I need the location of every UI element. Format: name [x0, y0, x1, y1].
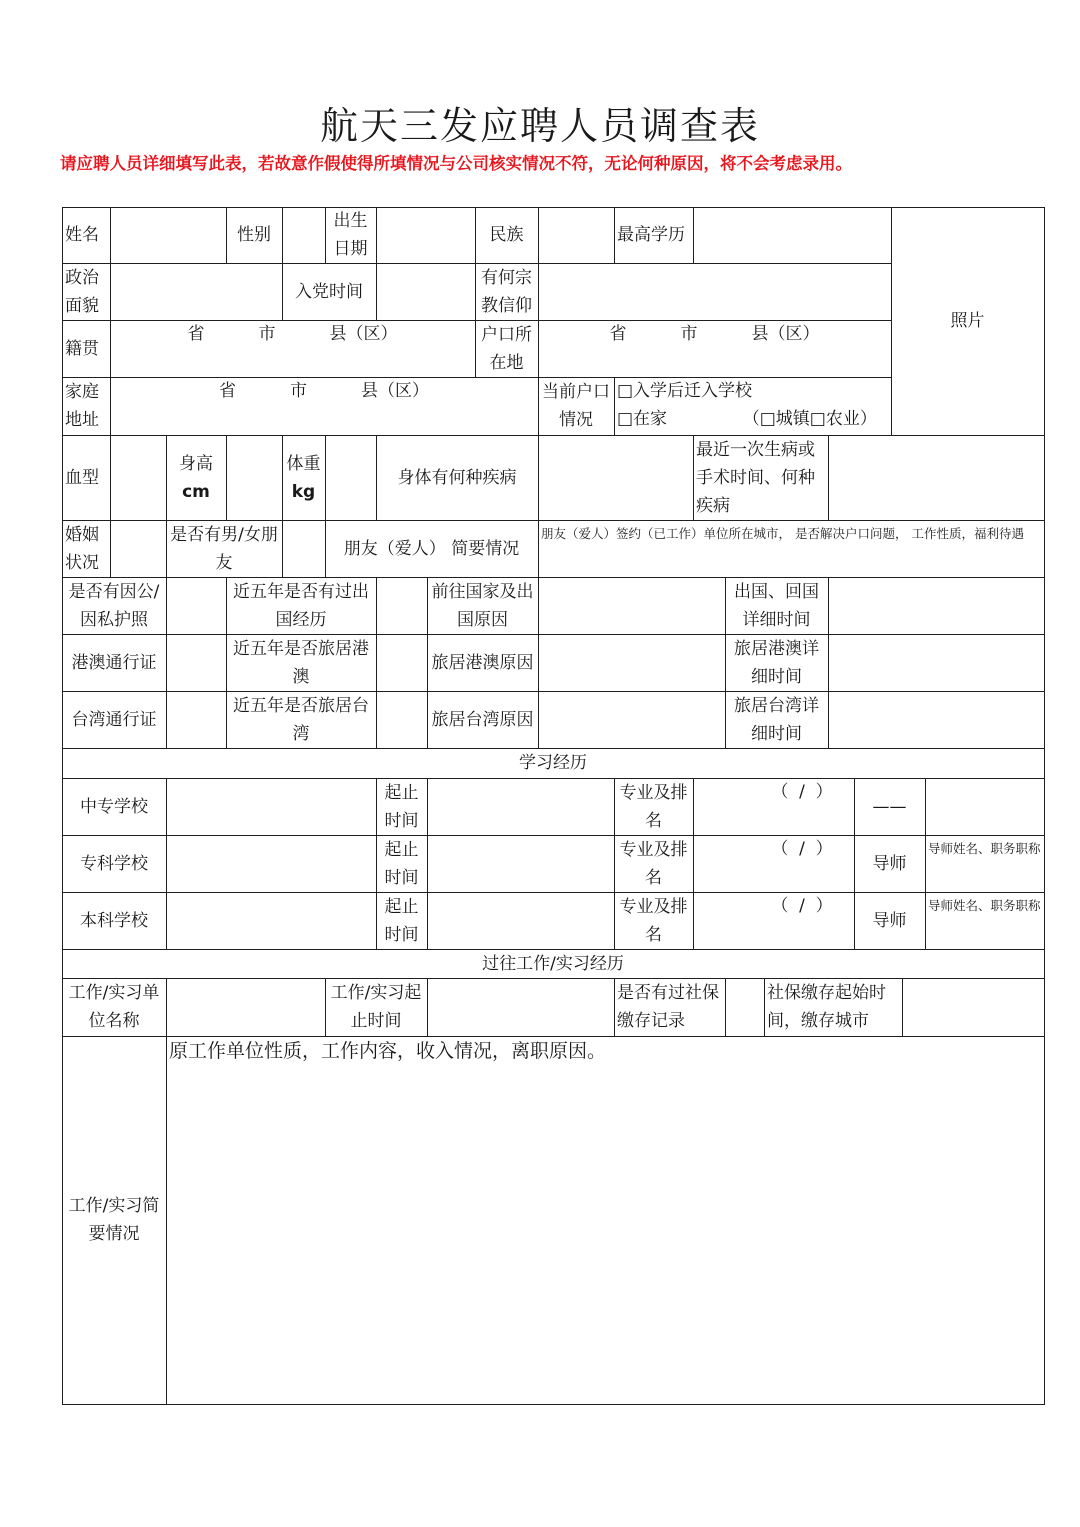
label-major-college: 专业及排名 — [614, 835, 694, 893]
label-tw-permit: 台湾通行证 — [62, 691, 167, 749]
label-join-party-date: 入党时间 — [282, 263, 377, 321]
label-hk-reason: 旅居港澳原因 — [427, 634, 539, 692]
label-school-college: 专科学校 — [62, 835, 167, 893]
label-ss-start: 社保缴存起始时间，缴存城市 — [764, 978, 903, 1037]
label-tw-5y: 近五年是否旅居台湾 — [226, 691, 377, 749]
input-ethnicity[interactable] — [538, 207, 615, 264]
hukou-status-options — [614, 377, 892, 436]
option-moved-to-school[interactable]: □入学后迁入学校 — [617, 381, 753, 401]
input-hk-permit[interactable] — [166, 634, 227, 692]
input-period-college[interactable] — [427, 835, 615, 893]
input-education[interactable] — [693, 207, 892, 264]
input-ss-start[interactable] — [902, 978, 1045, 1037]
label-tutor-secondary: —— — [854, 778, 926, 836]
input-religion[interactable] — [538, 263, 892, 321]
label-has-partner: 是否有男/女朋友 — [166, 520, 283, 578]
input-has-partner[interactable] — [282, 520, 326, 578]
label-hukou-location: 户口所在地 — [475, 320, 539, 378]
input-birth-date[interactable] — [376, 207, 476, 264]
photo-box[interactable]: 照片 — [891, 207, 1045, 436]
input-social-security[interactable] — [725, 978, 765, 1037]
weight-label: 体重 — [286, 453, 321, 474]
input-marital-status[interactable] — [110, 520, 167, 578]
input-school-college[interactable] — [166, 835, 377, 893]
label-recent-illness: 最近一次生病或手术时间、何种疾病 — [693, 435, 829, 521]
label-weight — [282, 435, 326, 521]
input-weight[interactable] — [325, 435, 377, 521]
input-tw-reason[interactable] — [538, 691, 726, 749]
input-work-unit[interactable] — [166, 978, 326, 1037]
input-diseases[interactable] — [538, 435, 694, 521]
label-political-status: 政治面貌 — [62, 263, 111, 321]
input-abroad-5y[interactable] — [376, 577, 428, 635]
input-hukou-location[interactable]: 省 市 县（区） — [538, 320, 892, 378]
label-height — [166, 435, 227, 521]
option-at-home[interactable]: □在家 （□城镇□农业） — [617, 409, 877, 429]
input-hk-5y[interactable] — [376, 634, 428, 692]
input-political-status[interactable] — [110, 263, 283, 321]
input-partner-info[interactable]: 朋友（爱人）签约（已工作）单位所在城市， 是否解决户口问题， 工作性质，福利待遇 — [538, 520, 1045, 578]
label-native-place: 籍贯 — [62, 320, 111, 378]
input-recent-illness[interactable] — [828, 435, 1045, 521]
label-abroad-reason: 前往国家及出国原因 — [427, 577, 539, 635]
label-major-university: 专业及排名 — [614, 892, 694, 950]
input-school-secondary[interactable] — [166, 778, 377, 836]
input-tutor-university[interactable]: 导师姓名、职务职称 — [925, 892, 1045, 950]
input-home-address[interactable]: 省 市 县（区） — [110, 377, 539, 436]
label-hk-permit: 港澳通行证 — [62, 634, 167, 692]
label-tutor-college: 导师 — [854, 835, 926, 893]
label-name: 姓名 — [62, 207, 111, 264]
label-school-secondary: 中专学校 — [62, 778, 167, 836]
input-school-university[interactable] — [166, 892, 377, 950]
warning-notice: 请应聘人员详细填写此表，若故意作假使得所填情况与公司核实情况不符，无论何种原因，将不会考虑录用。 — [60, 154, 852, 173]
label-social-security: 是否有过社保缴存记录 — [614, 978, 726, 1037]
label-tutor-university: 导师 — [854, 892, 926, 950]
input-rank-college[interactable]: （ / ） — [693, 835, 855, 893]
label-gender: 性别 — [226, 207, 283, 264]
label-partner-info: 朋友（爱人） 简要情况 — [325, 520, 539, 578]
input-tutor-college[interactable]: 导师姓名、职务职称 — [925, 835, 1045, 893]
label-period-secondary: 起止时间 — [376, 778, 428, 836]
input-name[interactable] — [110, 207, 227, 264]
input-tutor-secondary[interactable] — [925, 778, 1045, 836]
input-height[interactable] — [226, 435, 283, 521]
input-abroad-time[interactable] — [828, 577, 1045, 635]
input-work-period[interactable] — [427, 978, 615, 1037]
label-hk-time: 旅居港澳详细时间 — [725, 634, 829, 692]
input-tw-5y[interactable] — [376, 691, 428, 749]
input-native-place[interactable]: 省 市 县（区） — [110, 320, 476, 378]
label-major-secondary: 专业及排名 — [614, 778, 694, 836]
input-rank-university[interactable]: （ / ） — [693, 892, 855, 950]
label-religion: 有何宗教信仰 — [475, 263, 539, 321]
label-hukou-status: 当前户口情况 — [538, 377, 615, 436]
label-blood-type: 血型 — [62, 435, 111, 521]
label-birth-date: 出生日期 — [325, 207, 377, 264]
label-marital-status: 婚姻状况 — [62, 520, 111, 578]
input-tw-time[interactable] — [828, 691, 1045, 749]
input-blood-type[interactable] — [110, 435, 167, 521]
label-abroad-5y: 近五年是否有过出国经历 — [226, 577, 377, 635]
label-period-college: 起止时间 — [376, 835, 428, 893]
height-unit: cm — [182, 481, 210, 502]
input-hk-reason[interactable] — [538, 634, 726, 692]
label-work-unit: 工作/实习单位名称 — [62, 978, 167, 1037]
label-school-university: 本科学校 — [62, 892, 167, 950]
weight-unit: kg — [291, 481, 316, 502]
input-join-party-date[interactable] — [376, 263, 476, 321]
label-work-summary: 工作/实习简要情况 — [62, 1036, 167, 1405]
input-abroad-reason[interactable] — [538, 577, 726, 635]
input-gender[interactable] — [282, 207, 326, 264]
label-passport: 是否有因公/因私护照 — [62, 577, 167, 635]
input-passport[interactable] — [166, 577, 227, 635]
input-tw-permit[interactable] — [166, 691, 227, 749]
input-rank-secondary[interactable]: （ / ） — [693, 778, 855, 836]
label-hk-5y: 近五年是否旅居港澳 — [226, 634, 377, 692]
input-period-secondary[interactable] — [427, 778, 615, 836]
label-home-address: 家庭地址 — [62, 377, 111, 436]
height-label: 身高 — [179, 453, 213, 474]
input-period-university[interactable] — [427, 892, 615, 950]
label-ethnicity: 民族 — [475, 207, 539, 264]
label-diseases: 身体有何种疾病 — [376, 435, 539, 521]
input-hk-time[interactable] — [828, 634, 1045, 692]
label-work-period: 工作/实习起止时间 — [325, 978, 428, 1037]
label-abroad-time: 出国、回国详细时间 — [725, 577, 829, 635]
label-tw-time: 旅居台湾详细时间 — [725, 691, 829, 749]
label-education: 最高学历 — [614, 207, 694, 264]
input-work-summary[interactable]: 原工作单位性质，工作内容，收入情况，离职原因。 — [166, 1036, 1045, 1405]
work-history-header: 过往工作/实习经历 — [62, 949, 1045, 979]
page-title: 航天三发应聘人员调查表 — [319, 104, 760, 148]
label-period-university: 起止时间 — [376, 892, 428, 950]
study-history-header: 学习经历 — [62, 748, 1045, 779]
label-tw-reason: 旅居台湾原因 — [427, 691, 539, 749]
